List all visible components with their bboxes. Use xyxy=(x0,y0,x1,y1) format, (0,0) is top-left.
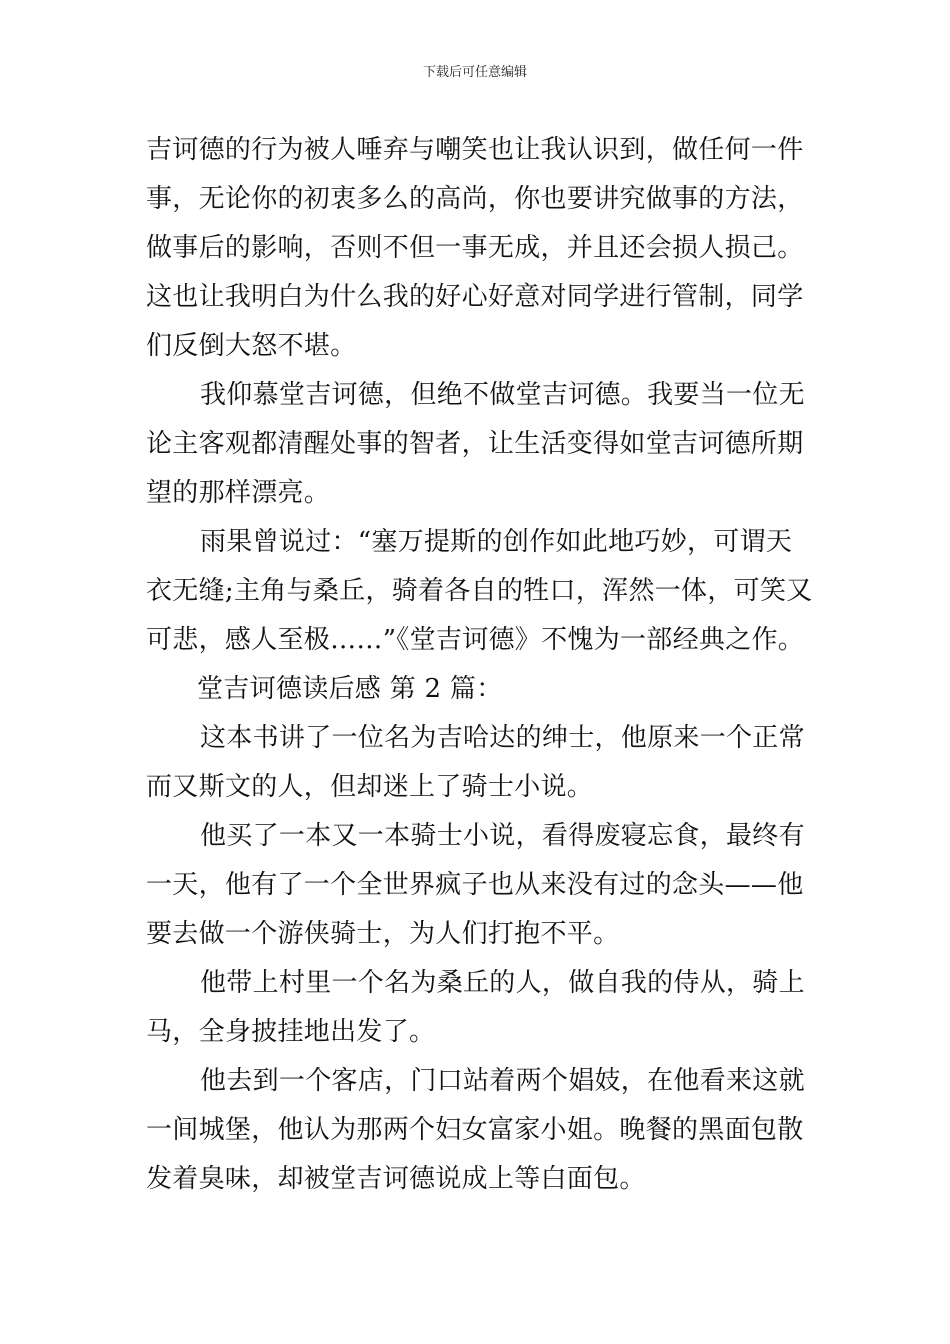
text-line: 做事后的影响，否则不但一事无成，并且还会损人损己。 xyxy=(146,233,804,263)
text-line: 望的那样漂亮。 xyxy=(146,478,331,508)
document-body xyxy=(146,126,813,1204)
text-line: 一间城堡，他认为那两个妇女富家小姐。晚餐的黑面包散 xyxy=(146,1115,804,1145)
text-line: 衣无缝;主角与桑丘，骑着各自的牲口，浑然一体，可笑又 xyxy=(146,576,813,606)
text-line: 他带上村里一个名为桑丘的人，做自我的侍从，骑上 xyxy=(200,968,805,998)
text-line: 事，无论你的初衷多么的高尚，你也要讲究做事的方法， xyxy=(146,184,804,214)
text-line: 这也让我明白为什么我的好心好意对同学进行管制，同学 xyxy=(146,282,804,312)
text-line: 雨果曾说过：“塞万提斯的创作如此地巧妙，可谓天 xyxy=(200,527,793,557)
page-header: 下载后可任意编辑 xyxy=(422,65,527,80)
text-line: 论主客观都清醒处事的智者，让生活变得如堂吉诃德所期 xyxy=(146,429,804,459)
text-line: 这本书讲了一位名为吉哈达的绅士，他原来一个正常 xyxy=(200,723,805,753)
text-line: 他买了一本又一本骑士小说，看得废寝忘食，最终有 xyxy=(200,821,805,851)
text-line: 马，全身披挂地出发了。 xyxy=(146,1017,436,1047)
text-line: 要去做一个游侠骑士，为人们打抱不平。 xyxy=(146,919,620,949)
text-line: 我仰慕堂吉诃德，但绝不做堂吉诃德。我要当一位无 xyxy=(200,380,805,410)
text-line: 吉诃德的行为被人唾弃与嘲笑也让我认识到，做任何一件 xyxy=(146,135,804,165)
text-line: 一天，他有了一个全世界疯子也从来没有过的念头——他 xyxy=(146,870,804,900)
text-line: 可悲，感人至极……”《堂吉诃德》不愧为一部经典之作。 xyxy=(146,625,805,655)
text-line: 们反倒大怒不堪。 xyxy=(146,331,357,361)
text-line: 而又斯文的人，但却迷上了骑士小说。 xyxy=(146,772,594,802)
text-line: 他去到一个客店，门口站着两个娼妓，在他看来这就 xyxy=(200,1066,805,1096)
text-line: 发着臭味，却被堂吉诃德说成上等白面包。 xyxy=(146,1164,646,1194)
section-heading: 堂吉诃德读后感 第 2 篇： xyxy=(197,674,503,704)
